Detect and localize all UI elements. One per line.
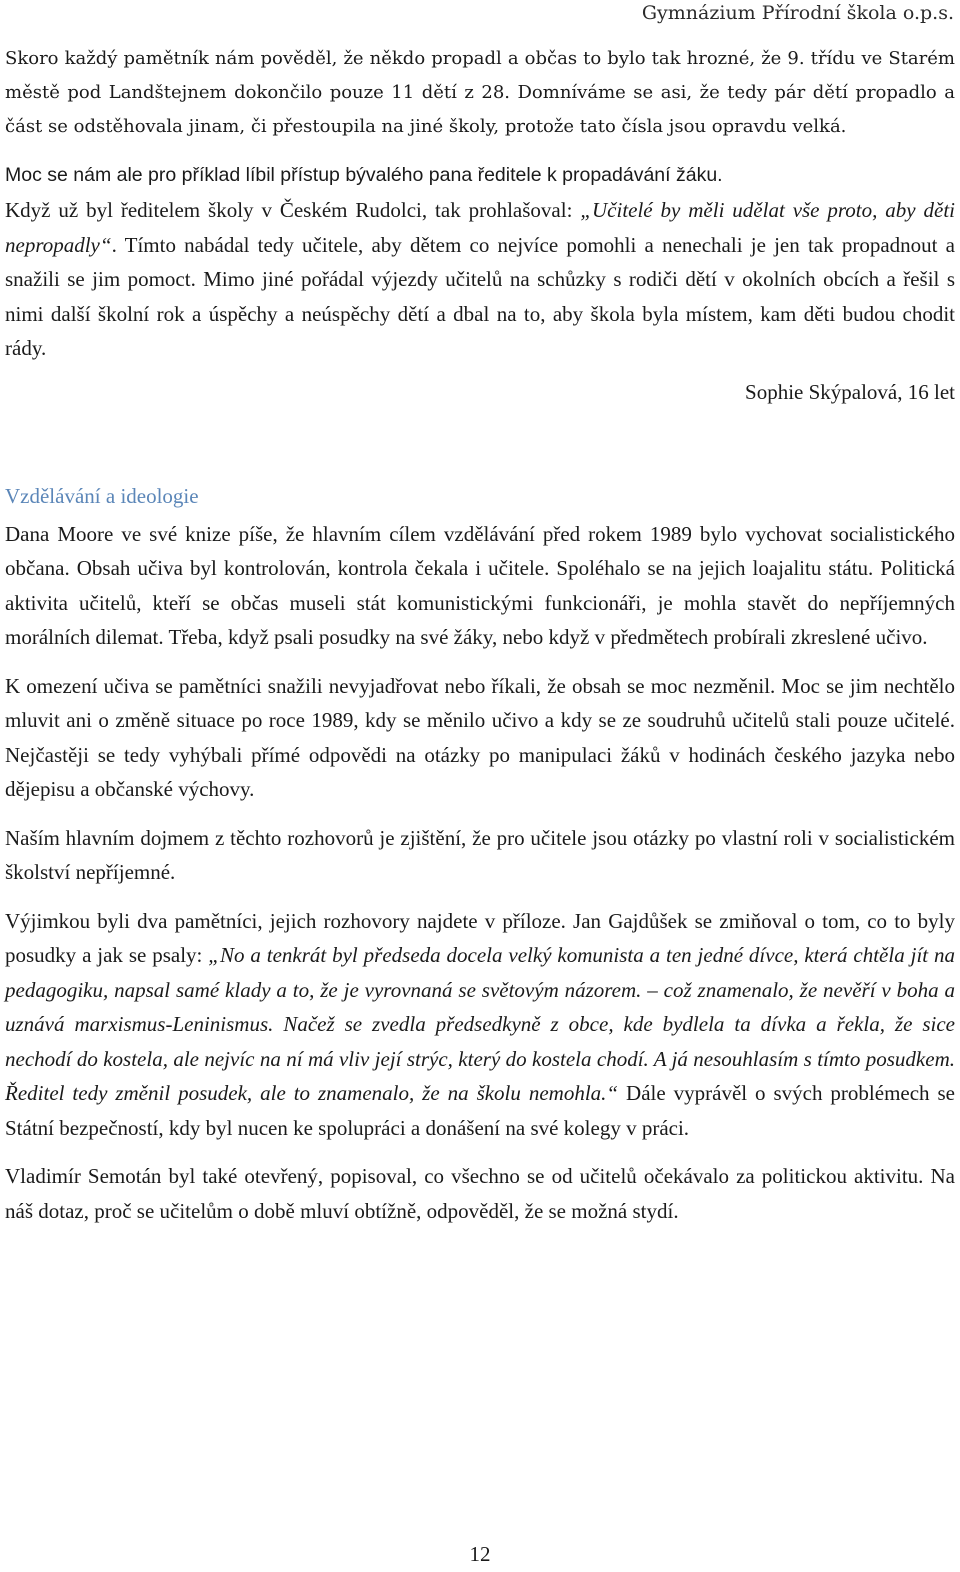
- paragraph-text: Dále vyprávěl o svých problémech se Státní bezpečností, kdy byl nucen ke spolupráci a donášení na své kolegy v práci.: [5, 1081, 955, 1140]
- paragraph-semotan: Vladimír Semotán byl také otevřený, popisoval, co všechno se od učitelů očekávalo za politickou aktivitu. Na náš dotaz, proč se učitelům o době mluví obtížně, odpověděl, že se možná stydí.: [5, 1164, 955, 1223]
- paragraph-dana-moore: Dana Moore ve své knize píše, že hlavním cílem vzdělávání před rokem 1989 bylo vychovat socialistického občana. Obsah učiva byl kontrolován, kontrola čekala i učitele. Spoléhalo se na jejich loajalitu státu. Politická aktivita učitelů, kteří se občas museli stát komunistickými funkcionáři, je mohla stavět do nepříjemných morálních dilemat. Třeba, když psali posudky na své žáky, nebo když v předmětech probírali zkreslené učivo.: [5, 521, 955, 649]
- quote-italic: „No a tenkrát byl předseda docela velký komunista a ten jedné dívce, která chtěla jít na pedagogiku, napsal samé klady a to, že je vyrovnaná se světovým názorem. – což znamenalo, že nevěří v boha a uznává marxismus-Leninismus. Načež se zvedla předsedkyně z obce, kde bydlela ta dívka a řekla, že sice nechodí do kostela, ale nejvíc na ní má vliv její strýc, který do kostela chodí. A já nesouhlasím s tímto posudkem. Ředitel tedy změnil posudek, ale to znamenalo, že na školu nemohla.“: [5, 943, 955, 1105]
- paragraph-dojem: Naším hlavním dojmem z těchto rozhovorů je zjištění, že pro učitele jsou otázky po vlastní roli v socialistickém školství nepříjemné.: [5, 825, 955, 884]
- author-signature: Sophie Skýpalová, 16 let: [745, 379, 955, 404]
- page-number: 12: [469, 1542, 491, 1566]
- paragraph-text: . Tímto nabádal tedy učitele, aby dětem co nejvíce pomohli a nenechali je jen tak propadnout a snažili se jim pomoct. Mimo jiné pořádal výjezdy učitelů na schůzky s rodiči dětí v okolních obcích a řešil s nimi další školní rok a úspěchy a neúspěchy dětí a dbal na to, aby škola byla místem, kam děti budou chodit rády.: [5, 232, 955, 360]
- paragraph-cesky-rudolec: [5, 193, 955, 366]
- paragraph-reditel: Moc se nám ale pro příklad líbil přístup bývalého pana ředitele k propadávání žáku.: [5, 164, 723, 186]
- paragraph-vyjimky: [5, 904, 955, 1146]
- section-heading: Vzdělávání a ideologie: [5, 483, 199, 508]
- paragraph-text: Když už byl ředitelem školy v Českém Rudolci, tak prohlašoval:: [5, 198, 581, 222]
- paragraph-propadani: Skoro každý pamětník nám pověděl, že někdo propadl a občas to bylo tak hrozné, že 9. třídu ve Starém městě pod Landštejnem dokončilo pouze 11 dětí z 28. Domníváme se asi, že tedy pár dětí propadlo a část se odstěhovala jinam, či přestoupila na jiné školy, protože tato čísla jsou opravdu velká.: [5, 48, 955, 137]
- paragraph-omezeni-uciva: K omezení učiva se pamětníci snažili nevyjadřovat nebo říkali, že obsah se moc nezměnil. Moc se jim nechtělo mluvit ani o změně situace po roce 1989, kdy se měnilo učivo a kdy se ze soudruhů učitelů stali pouze učitelé. Nejčastěji se tedy vyhýbali přímé odpovědi na otázky po manipulaci žáků v hodinách českého jazyka nebo dějepisu a občanské výchovy.: [5, 673, 955, 801]
- page-content: [5, 42, 955, 1242]
- running-header: Gymnázium Přírodní škola o.p.s.: [641, 2, 954, 24]
- quote-italic: „Učitelé by měli udělat vše proto, aby děti nepropadly“: [5, 198, 955, 257]
- paragraph-text: Výjimkou byli dva pamětníci, jejich rozhovory najdete v příloze. Jan Gajdůšek se zmiňoval o tom, co to byly posudky a jak se psaly:: [5, 908, 955, 967]
